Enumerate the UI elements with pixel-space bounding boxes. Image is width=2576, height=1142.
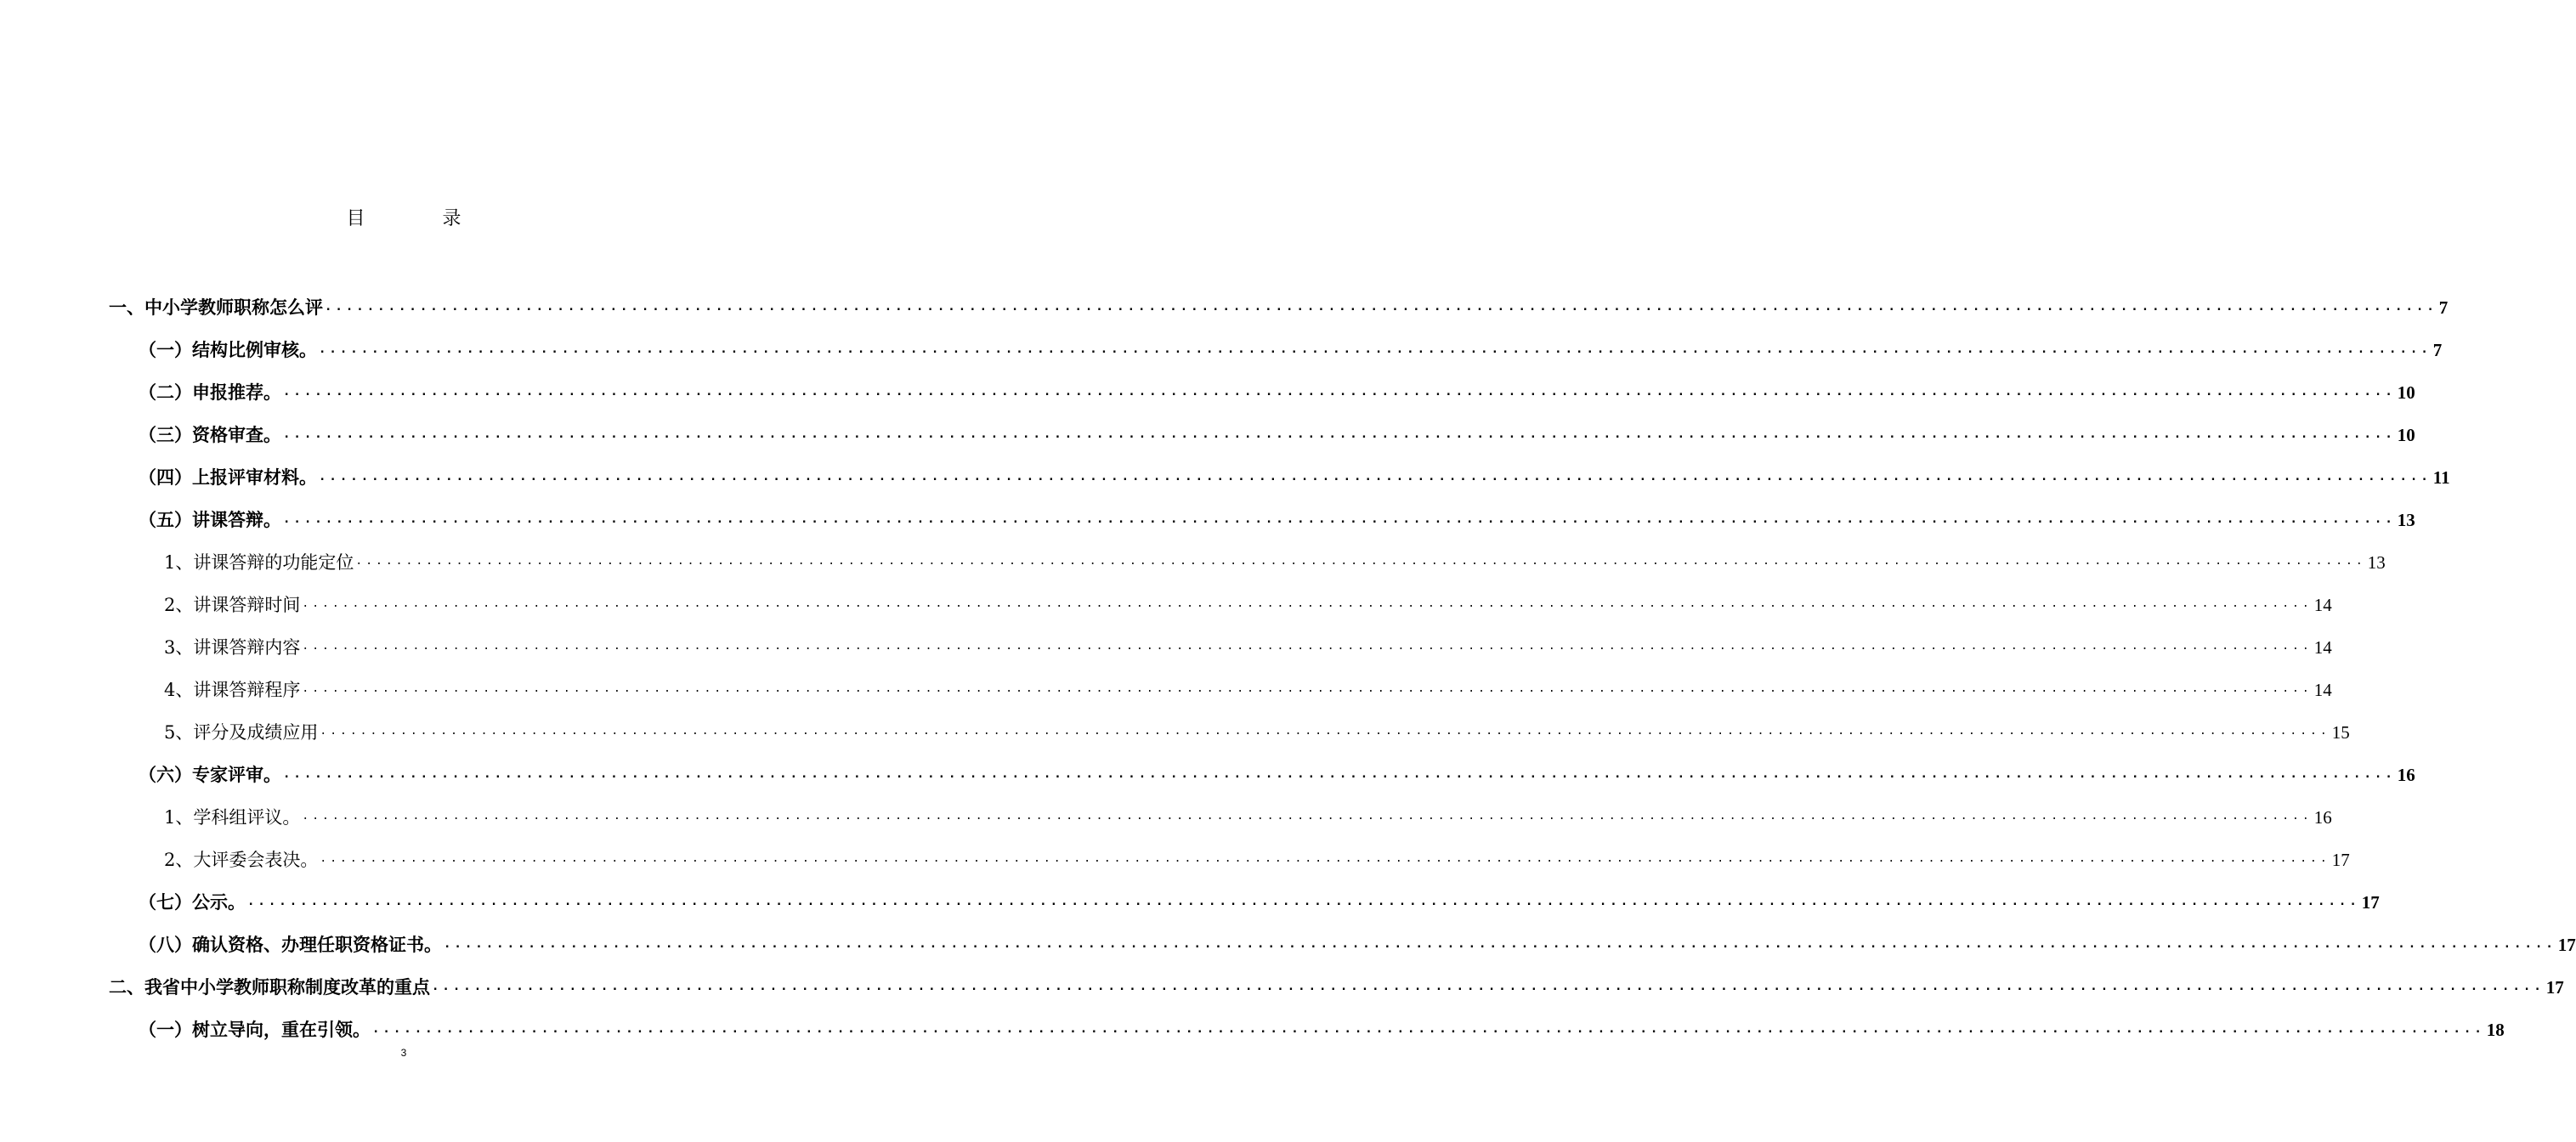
toc-entry-page: 16 [2313, 807, 2332, 828]
dot-leader: ........................................................................................................................................................................................................ [355, 555, 2366, 568]
toc-entry[interactable] [164, 583, 2332, 617]
dot-leader: ........................................................................................................................................................................................................ [325, 300, 2437, 314]
toc-entry[interactable] [164, 710, 2350, 744]
toc-entry[interactable] [164, 540, 2386, 574]
dot-leader: ........................................................................................................................................................................................................ [247, 895, 2360, 908]
toc-entry[interactable] [139, 328, 2443, 362]
toc-entry-label: （二）申报推荐。 [139, 382, 281, 403]
toc-entry[interactable] [139, 1008, 2505, 1042]
toc-entry-label: 一、中小学教师职称怎么评 [109, 297, 323, 318]
toc-entry-label: （三）资格审查。 [139, 424, 281, 445]
toc-entry-page: 14 [2313, 680, 2332, 700]
toc-entry-page: 10 [2397, 382, 2415, 403]
dot-leader: ........................................................................................................................................................................................................ [283, 427, 2396, 441]
toc-entry-page: 16 [2397, 765, 2415, 785]
toc-entry-page: 17 [2331, 850, 2350, 870]
toc-entry[interactable] [139, 498, 2415, 532]
dot-leader: ........................................................................................................................................................................................................ [319, 342, 2432, 356]
toc-entry-page: 13 [2397, 510, 2415, 530]
toc-entry-label: （一）树立导向，重在引领。 [139, 1019, 371, 1040]
toc-entry-page: 13 [2367, 552, 2386, 573]
toc-entry-label: 3、讲课答辩内容 [164, 637, 301, 658]
toc-entry-label: （五）讲课答辩。 [139, 509, 281, 530]
toc-entry-page: 11 [2432, 467, 2450, 488]
page-number: 3 [400, 1047, 407, 1059]
toc-entry[interactable] [139, 880, 2380, 914]
dot-leader: ........................................................................................................................................................................................................ [302, 640, 2313, 653]
toc-entry[interactable] [164, 795, 2332, 829]
toc-entry-label: 5、评分及成绩应用 [164, 722, 319, 743]
dot-leader: ........................................................................................................................................................................................................ [320, 725, 2330, 738]
toc-entry-page: 18 [2486, 1020, 2505, 1040]
dot-leader: ........................................................................................................................................................................................................ [283, 385, 2396, 399]
toc-entry-page: 10 [2397, 425, 2415, 445]
toc-entry-page: 15 [2331, 722, 2350, 743]
toc-entry-label: （七）公示。 [139, 891, 246, 913]
toc-entry-label: （四）上报评审材料。 [139, 466, 317, 488]
toc-entry-page: 14 [2313, 637, 2332, 658]
toc-entry-label: （六）专家评审。 [139, 764, 281, 785]
toc-entry-label: 1、学科组评议。 [164, 807, 301, 828]
toc-entry-page: 17 [2557, 935, 2576, 955]
toc-entry[interactable] [164, 838, 2350, 872]
toc-entry[interactable] [139, 455, 2450, 489]
toc-entry-page: 7 [2438, 297, 2449, 318]
toc-title: 目 录 [346, 208, 497, 229]
toc-entry-label: 2、讲课答辩时间 [164, 595, 301, 615]
dot-leader: ........................................................................................................................................................................................................ [372, 1022, 2485, 1036]
toc-entry[interactable] [164, 625, 2332, 659]
toc-entry-page: 14 [2313, 595, 2332, 615]
dot-leader: ........................................................................................................................................................................................................ [320, 852, 2330, 865]
dot-leader: ........................................................................................................................................................................................................ [302, 810, 2313, 823]
dot-leader: ........................................................................................................................................................................................................ [444, 937, 2556, 951]
dot-leader: ........................................................................................................................................................................................................ [302, 682, 2313, 695]
toc-entry-label: 1、讲课答辩的功能定位 [164, 552, 354, 573]
toc-entry-label: （一）结构比例审核。 [139, 339, 317, 360]
toc-entry-page: 17 [2545, 977, 2564, 998]
toc-entry-label: （八）确认资格、办理任职资格证书。 [139, 934, 442, 955]
toc-entry-page: 17 [2361, 892, 2380, 913]
toc-entry[interactable] [109, 286, 2449, 319]
toc-entry-label: 4、讲课答辩程序 [164, 680, 301, 700]
dot-leader: ........................................................................................................................................................................................................ [283, 512, 2396, 526]
dot-leader: ........................................................................................................................................................................................................ [319, 470, 2432, 483]
toc-entry[interactable] [139, 753, 2415, 787]
toc-entry-page: 7 [2432, 340, 2443, 360]
toc-entry[interactable] [139, 923, 2576, 957]
dot-leader: ........................................................................................................................................................................................................ [283, 767, 2396, 781]
dot-leader: ........................................................................................................................................................................................................ [302, 597, 2313, 610]
toc-entry[interactable] [139, 370, 2415, 404]
toc-entry[interactable] [164, 668, 2332, 702]
toc-entry-label: 二、我省中小学教师职称制度改革的重点 [109, 976, 430, 998]
toc-entry[interactable] [139, 413, 2415, 447]
toc-entry-label: 2、大评委会表决。 [164, 850, 319, 870]
toc-entry[interactable] [109, 965, 2564, 999]
dot-leader: ........................................................................................................................................................................................................ [432, 980, 2545, 993]
